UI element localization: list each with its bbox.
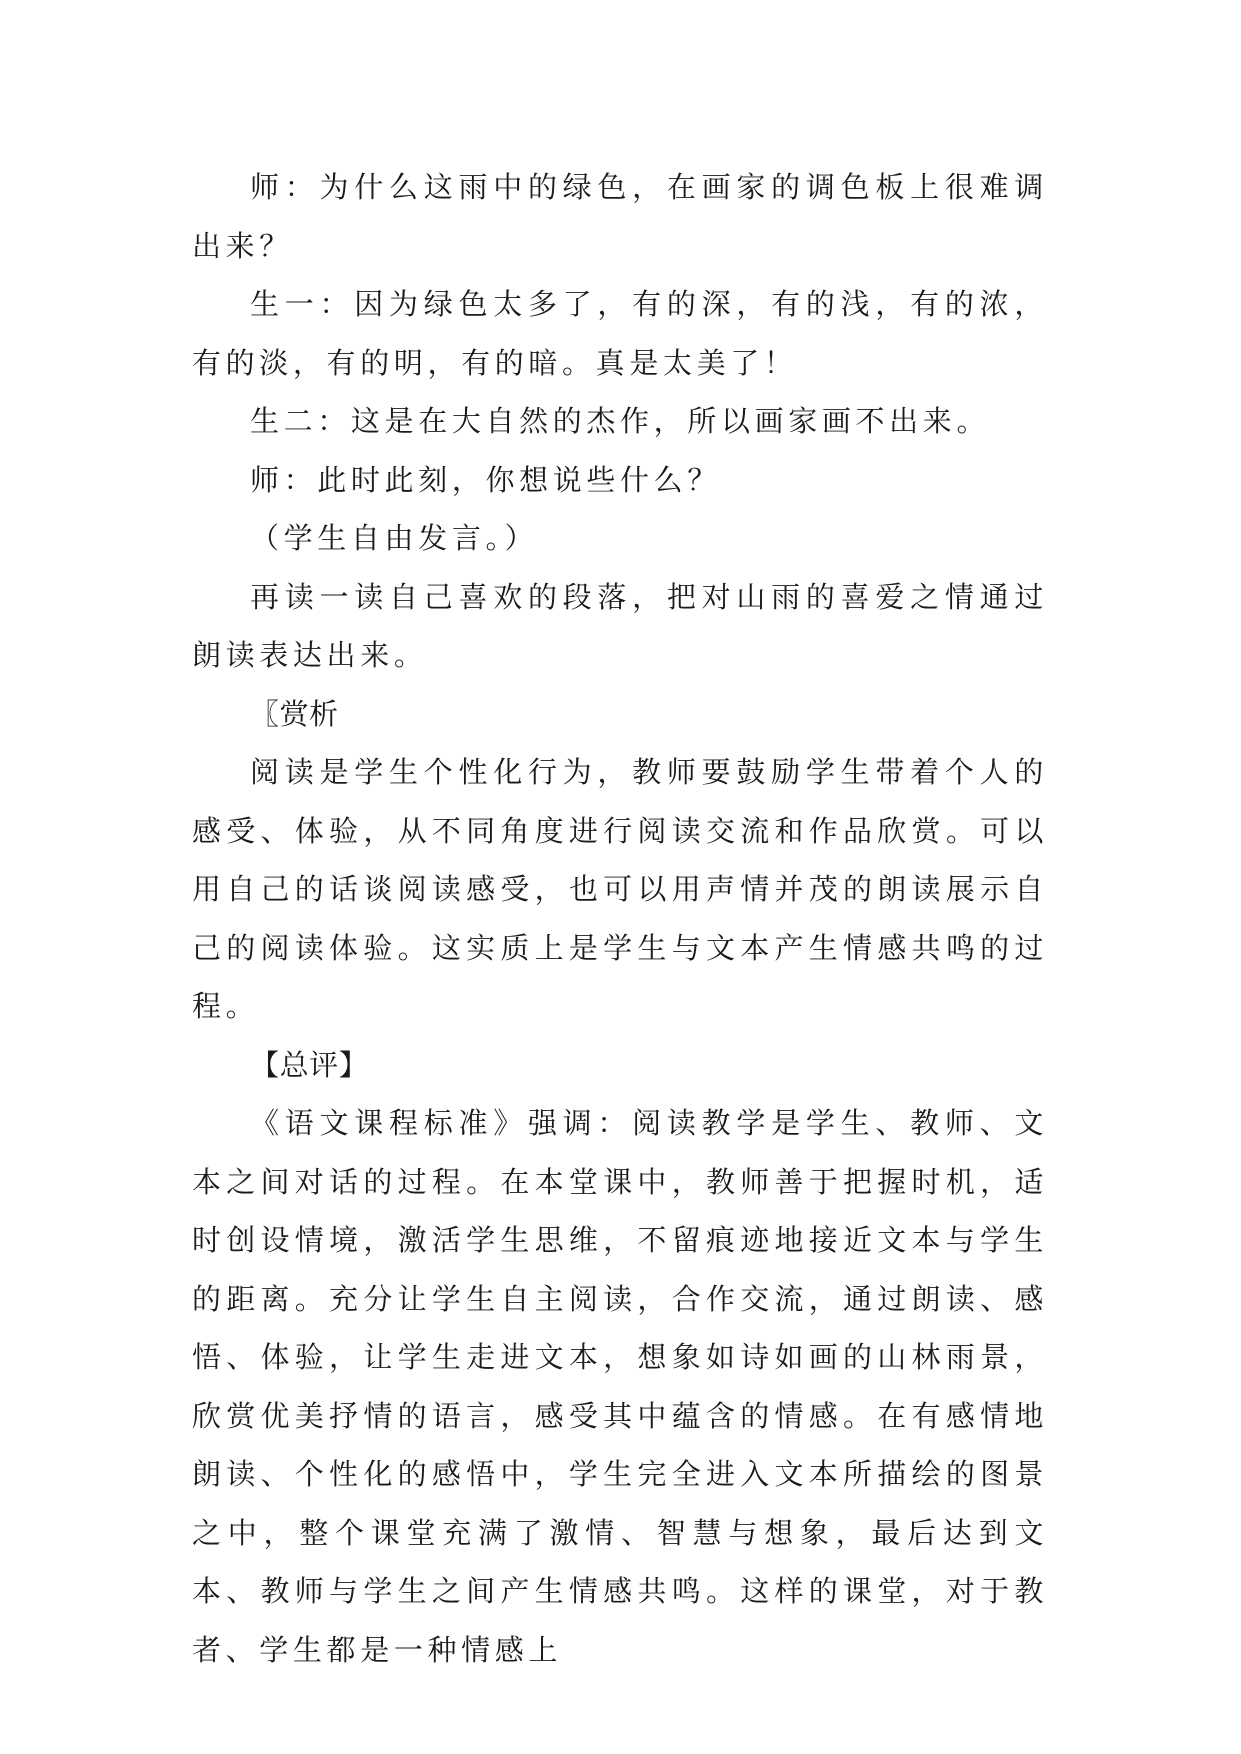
paragraph-teacher-question-green: 师：为什么这雨中的绿色，在画家的调色板上很难调出来？ [192, 170, 1048, 263]
paragraph-student-two-answer: 生二：这是在大自然的杰作，所以画家画不出来。 [250, 404, 991, 438]
section-heading-summary: 【总评】 [250, 1047, 369, 1082]
paragraph-students-speak-freely: （学生自由发言。） [250, 521, 539, 555]
section-heading-appreciation: 〖赏析 [250, 696, 339, 731]
paragraph-appreciation-text: 阅读是学生个性化行为，教师要鼓励学生带着个人的感受、体验，从不同角度进行阅读交流和作品欣赏。可以用自己的话谈阅读感受，也可以用声情并茂的朗读展示自己的阅读体验。这实质上是学生与文本产生情感共鸣的过程。 [192, 755, 1048, 1023]
document-body [192, 158, 1048, 1679]
paragraph-student-one-answer: 生一：因为绿色太多了，有的深，有的浅，有的浓，有的淡，有的明，有的暗。真是太美了！ [192, 287, 1048, 380]
paragraph-summary-text: 《语文课程标准》强调：阅读教学是学生、教师、文本之间对话的过程。在本堂课中，教师善于把握时机，适时创设情境，激活学生思维，不留痕迹地接近文本与学生的距离。充分让学生自主阅读，合作交流，通过朗读、感悟、体验，让学生走进文本，想象如诗如画的山林雨景，欣赏优美抒情的语言，感受其中蕴含的情感。在有感情地朗读、个性化的感悟中，学生完全进入文本所描绘的图景之中，整个课堂充满了激情、智慧与想象，最后达到文本、教师与学生之间产生情感共鸣。这样的课堂，对于教者、学生都是一种情感上 [192, 1106, 1048, 1667]
paragraph-teacher-question-feelings: 师：此时此刻，你想说些什么？ [250, 462, 721, 497]
paragraph-read-again: 再读一读自己喜欢的段落，把对山雨的喜爱之情通过朗读表达出来。 [192, 579, 1048, 672]
